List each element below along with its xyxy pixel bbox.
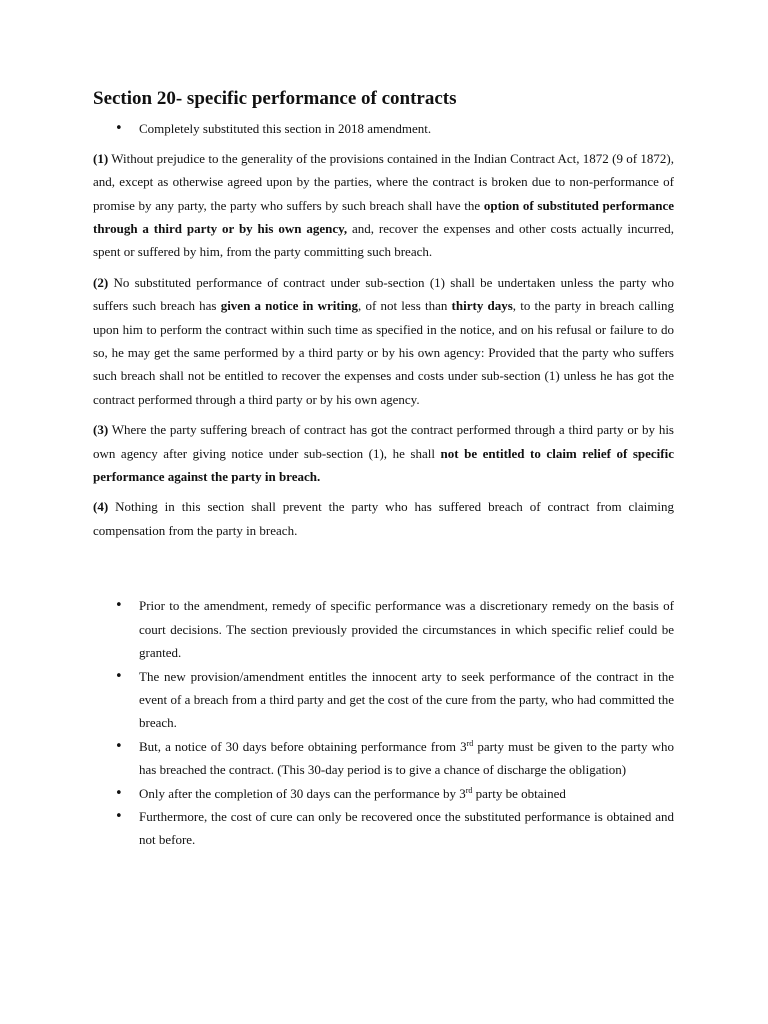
- clause-2-text-2: , of not less than: [358, 298, 452, 314]
- clause-2-number: (2): [93, 274, 109, 290]
- note-item-4: [93, 782, 674, 805]
- clause-1-text-2: and, recover the expenses and other costs actually incurred, spent or suffered by him, from the party committing such breach.: [93, 221, 674, 260]
- clause-1-bold-1: option of substituted performance through a third party or by his own agency,: [93, 197, 674, 237]
- note-item-5: • Furthermore, the cost of cure can only be recovered once the substituted performance is obtained and not before.: [93, 805, 674, 852]
- note-4-text-1: Only after the completion of 30 days can the performance by 3: [139, 785, 466, 801]
- clause-4-number: (4): [93, 499, 109, 515]
- note-3-text-1: But, a notice of 30 days before obtaining performance from 3: [139, 738, 467, 754]
- note-3-superscript: rd: [466, 738, 474, 748]
- section-title: Section 20- specific performance of contracts: [93, 88, 457, 109]
- note-4-superscript: rd: [465, 785, 473, 795]
- clause-3-text-1: Where the party suffering breach of contract has got the contract performed through a third party or by his own agency after giving notice under sub-section (1), he shall: [93, 422, 674, 461]
- clause-2: [93, 271, 674, 411]
- spacer: [93, 549, 674, 594]
- notes-list: [93, 594, 674, 851]
- clause-2-text-3: , to the party in breach calling upon him to perform the contract within such time as specified in the notice, and on his refusal or failure to do so, he may get the same performed by a third party or by his own agency: Provided that the party who suffers such breach shall not be entitled to recover the expenses and costs under sub-section (1) unless he has got the contract performed through a third party or by his own agency.: [93, 298, 674, 407]
- clause-2-bold-1: given a notice in writing: [220, 298, 359, 314]
- clause-1-number: (1): [93, 150, 109, 166]
- intro-bullet: • Completely substituted this section in 2018 amendment.: [93, 119, 674, 139]
- note-item-2: • The new provision/amendment entitles the innocent arty to seek performance of the contract in the event of a breach from a third party and get the cost of the cure from the party, who had committed the breach.: [93, 665, 674, 735]
- clause-1-text-1: Without prejudice to the generality of the provisions contained in the Indian Contract Act, 1872 (9 of 1872), and, except as otherwise agreed upon by the parties, where the contract is broken due to non-performance of promise by any party, the party who suffers by such breach shall have the: [93, 150, 674, 213]
- clause-1: [93, 147, 674, 264]
- clause-3-bold-1: not be entitled to claim relief of specific performance against the party in breach.: [93, 445, 674, 485]
- note-4-text-2: party be obtained: [472, 785, 566, 801]
- clause-2-bold-2: thirty days: [451, 298, 513, 314]
- clause-3: [93, 418, 674, 488]
- clause-4: [93, 495, 674, 542]
- clause-4-text-1: Nothing in this section shall prevent the party who has suffered breach of contract from claiming compensation from the party in breach.: [93, 499, 674, 538]
- clause-3-number: (3): [93, 422, 109, 438]
- note-item-1: • Prior to the amendment, remedy of specific performance was a discretionary remedy on the basis of court decisions. The section previously provided the circumstances in which specific relief could be granted.: [93, 594, 674, 664]
- intro-list: [93, 119, 674, 139]
- note-item-3: [93, 735, 674, 782]
- clause-2-text-1: No substituted performance of contract under sub-section (1) shall be undertaken unless the party who suffers such breach has: [93, 274, 674, 314]
- note-3-text-2: party must be given to the party who has breached the contract. (This 30-day period is to give a chance of discharge the obligation): [139, 738, 674, 778]
